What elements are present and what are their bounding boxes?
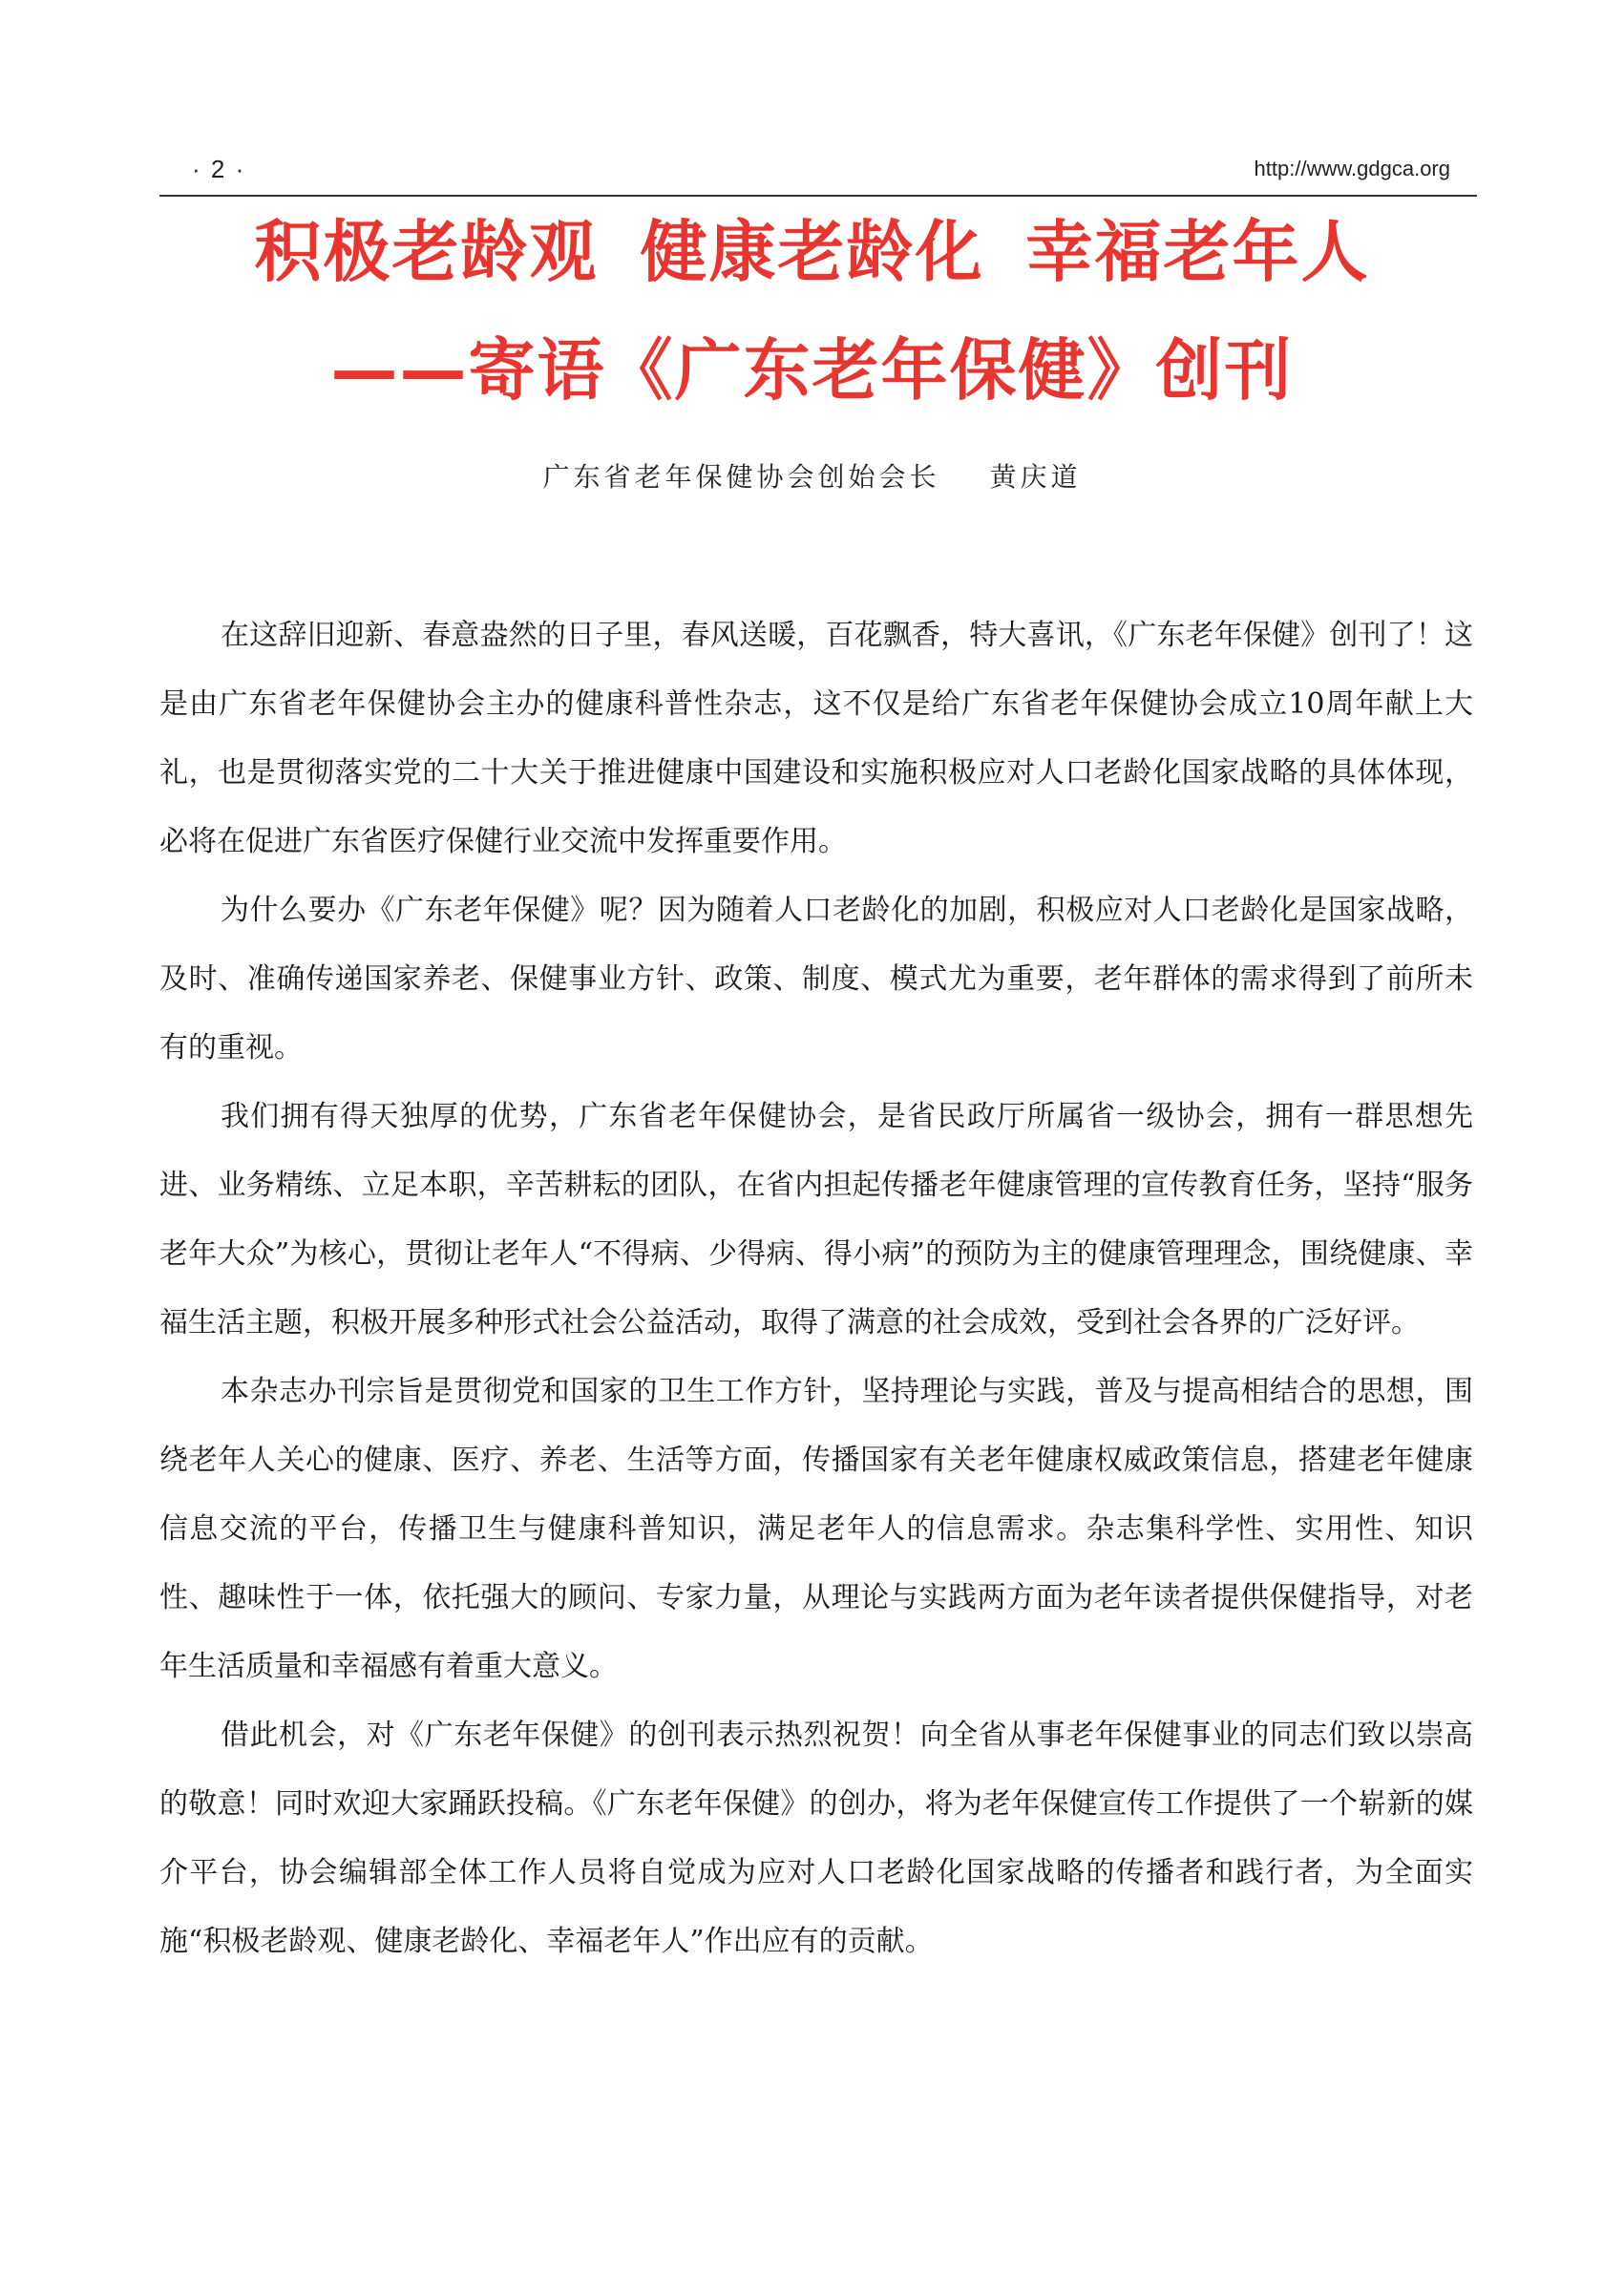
title-phrase-2: 健康老龄化 xyxy=(640,213,984,291)
article-body xyxy=(159,601,1473,1976)
author-title: 广东省老年保健协会创始会长 xyxy=(542,461,940,493)
site-url[interactable]: http://www.gdgca.org xyxy=(1254,157,1450,180)
paragraph: 我们拥有得天独厚的优势，广东省老年保健协会，是省民政厅所属省一级协会，拥有一群思想先进、业务精练、立足本职，辛苦耕耘的团队，在省内担起传播老年健康管理的宣传教育任务，坚持“服务老年大众”为核心，贯彻让老年人“不得病、少得病、得小病”的预防为主的健康管理理念，围绕健康、幸福生活主题，积极开展多种形式社会公益活动，取得了满意的社会成效，受到社会各界的广泛好评。 xyxy=(159,1100,1473,1339)
title-phrase-3: 幸福老年人 xyxy=(1025,213,1370,291)
paragraph: 在这辞旧迎新、春意盎然的日子里，春风送暖，百花飘香，特大喜讯，《广东老年保健》创刊了！这是由广东省老年保健协会主办的健康科普性杂志，这不仅是给广东省老年保健协会成立10周年献上大礼，也是贯彻落实党的二十大关于推进健康中国建设和实施积极应对人口老龄化国家战略的具体体现，必将在促进广东省医疗保健行业交流中发挥重要作用。 xyxy=(159,619,1473,858)
byline xyxy=(0,458,1624,496)
paragraph: 本杂志办刊宗旨是贯彻党和国家的卫生工作方针，坚持理论与实践，普及与提高相结合的思想，围绕老年人关心的健康、医疗、养老、生活等方面，传播国家有关老年健康权威政策信息，搭建老年健康信息交流的平台，传播卫生与健康科普知识，满足老年人的信息需求。杂志集科学性、实用性、知识性、趣味性于一体，依托强大的顾问、专家力量，从理论与实践两方面为老年读者提供保健指导，对老年生活质量和幸福感有着重大意义。 xyxy=(159,1375,1473,1683)
article-title xyxy=(0,212,1624,292)
paragraph: 借此机会，对《广东老年保健》的创刊表示热烈祝贺！向全省从事老年保健事业的同志们致以崇高的敬意！同时欢迎大家踊跃投稿。《广东老年保健》的创办，将为老年保健宣传工作提供了一个崭新的媒介平台，协会编辑部全体工作人员将自觉成为应对人口老龄化国家战略的传播者和践行者，为全面实施“积极老龄观、健康老龄化、幸福老年人”作出应有的贡献。 xyxy=(159,1719,1473,1958)
page-number: · 2 · xyxy=(192,155,246,183)
title-phrase-1: 积极老龄观 xyxy=(254,213,599,291)
page-header xyxy=(159,153,1477,197)
author-name: 黄庆道 xyxy=(989,461,1082,493)
article-subtitle: ——寄语《广东老年保健》创刊 xyxy=(330,331,1294,410)
paragraph: 为什么要办《广东老年保健》呢？因为随着人口老龄化的加剧，积极应对人口老龄化是国家战略，及时、准确传递国家养老、保健事业方针、政策、制度、模式尤为重要，老年群体的需求得到了前所未有的重视。 xyxy=(159,894,1473,1065)
